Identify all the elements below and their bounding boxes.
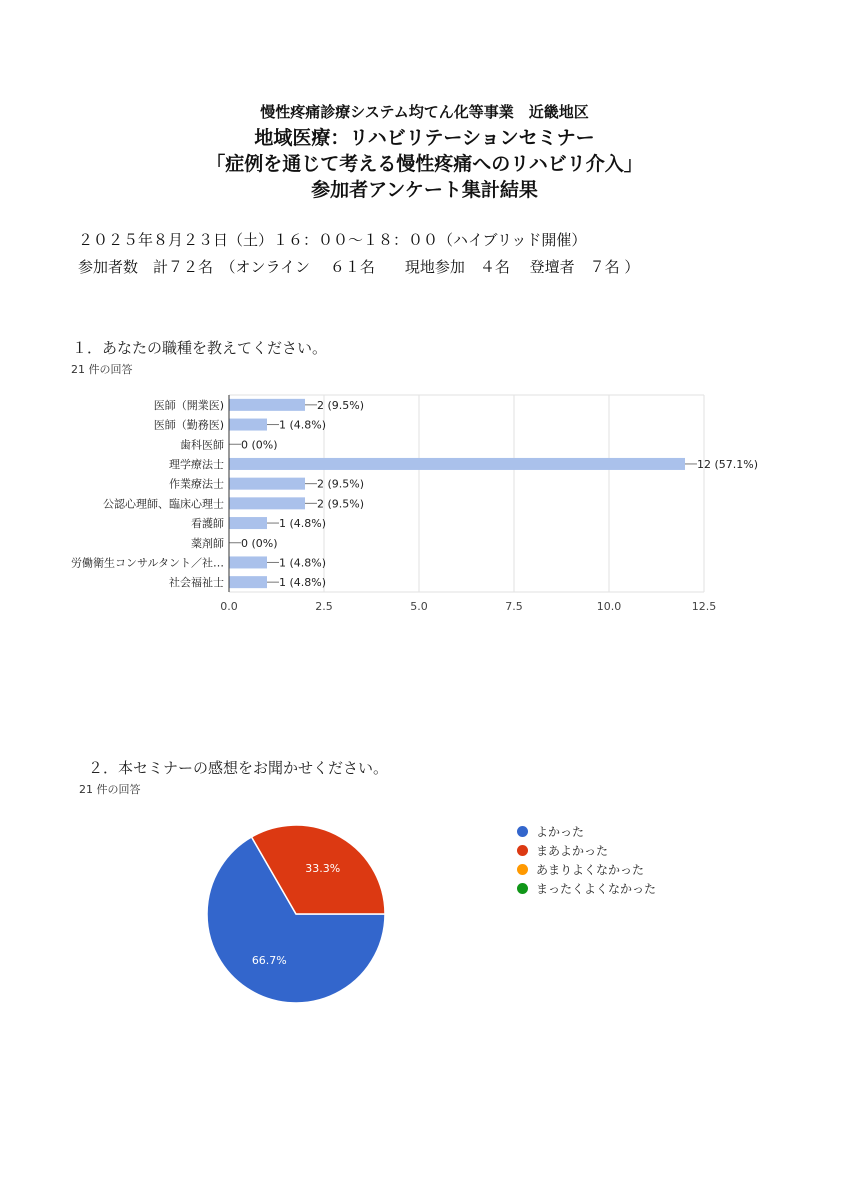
data-label: 0 (0%) <box>241 438 278 452</box>
event-date: ２０２５年８月２３日（土）１６：００～１８：００（ハイブリッド開催） <box>78 231 587 249</box>
category-label: 看護師 <box>191 517 224 531</box>
x-tick-label: 2.5 <box>315 600 333 613</box>
legend-label: まったくよくなかった <box>536 882 657 896</box>
category-label: 理学療法士 <box>169 457 224 471</box>
q2-response-count: 21 件の回答 <box>79 783 141 796</box>
legend-item <box>517 860 656 879</box>
bar <box>229 497 305 509</box>
bar <box>229 556 267 568</box>
legend-label: あまりよくなかった <box>536 863 645 877</box>
x-tick-label: 12.5 <box>691 600 717 613</box>
bar <box>229 419 267 431</box>
category-label: 歯科医師 <box>180 438 224 452</box>
legend-dot <box>517 826 528 837</box>
pie-slice-label: 33.3% <box>305 861 341 875</box>
legend-dot <box>517 883 528 894</box>
bar <box>229 478 305 490</box>
x-tick-label: 10.0 <box>596 600 622 613</box>
q1-question: １．あなたの職種を教えてください。 <box>72 339 328 357</box>
header-line-1: 慢性疼痛診療システム均てん化等事業 近畿地区 <box>260 103 589 121</box>
report-title: 参加者アンケート集計結果 <box>311 179 538 201</box>
pie-legend <box>517 822 656 898</box>
legend-label: まあよかった <box>536 844 609 858</box>
legend-dot <box>517 864 528 875</box>
data-label: 2 (9.5%) <box>317 477 365 491</box>
data-label: 0 (0%) <box>241 536 278 550</box>
x-tick-label: 7.5 <box>505 600 523 613</box>
data-label: 1 (4.8%) <box>279 556 327 570</box>
data-label: 1 (4.8%) <box>279 576 327 590</box>
category-label: 医師（開業医) <box>153 398 224 412</box>
category-label: 労働衛生コンサルタント／社… <box>70 556 224 570</box>
category-label: 医師（勤務医) <box>153 418 224 432</box>
x-tick-label: 5.0 <box>410 600 428 613</box>
legend-label: よかった <box>536 825 585 839</box>
pie-slice-label: 66.7% <box>251 954 287 968</box>
occupation-bar-chart <box>0 385 849 630</box>
category-label: 社会福祉士 <box>169 576 224 590</box>
bar <box>229 576 267 588</box>
data-label: 1 (4.8%) <box>279 517 327 531</box>
data-label: 2 (9.5%) <box>317 497 365 511</box>
data-label: 2 (9.5%) <box>317 398 365 412</box>
category-label: 作業療法士 <box>169 477 224 491</box>
q1-response-count: 21 件の回答 <box>71 363 133 376</box>
legend-item <box>517 822 656 841</box>
category-label: 公認心理師、臨床心理士 <box>103 497 224 511</box>
seminar-title: 地域医療：リハビリテーションセミナー <box>254 127 595 149</box>
legend-item <box>517 841 656 860</box>
data-label: 12 (57.1%) <box>697 457 759 471</box>
bar <box>229 517 267 529</box>
category-label: 薬剤師 <box>191 536 224 550</box>
x-tick-label: 0.0 <box>220 600 238 613</box>
legend-dot <box>517 845 528 856</box>
q2-question: ２．本セミナーの感想をお聞かせください。 <box>88 759 389 777</box>
bar <box>229 458 685 470</box>
participant-count: 参加者数 計７２名 （オンライン ６１名 現地参加 ４名 登壇者 ７名 ） <box>78 258 640 276</box>
bar <box>229 399 305 411</box>
data-label: 1 (4.8%) <box>279 418 327 432</box>
seminar-subtitle: 「症例を通じて考える慢性疼痛へのリハビリ介入」 <box>206 153 643 175</box>
impression-pie-chart <box>190 808 410 1028</box>
legend-item <box>517 879 656 898</box>
